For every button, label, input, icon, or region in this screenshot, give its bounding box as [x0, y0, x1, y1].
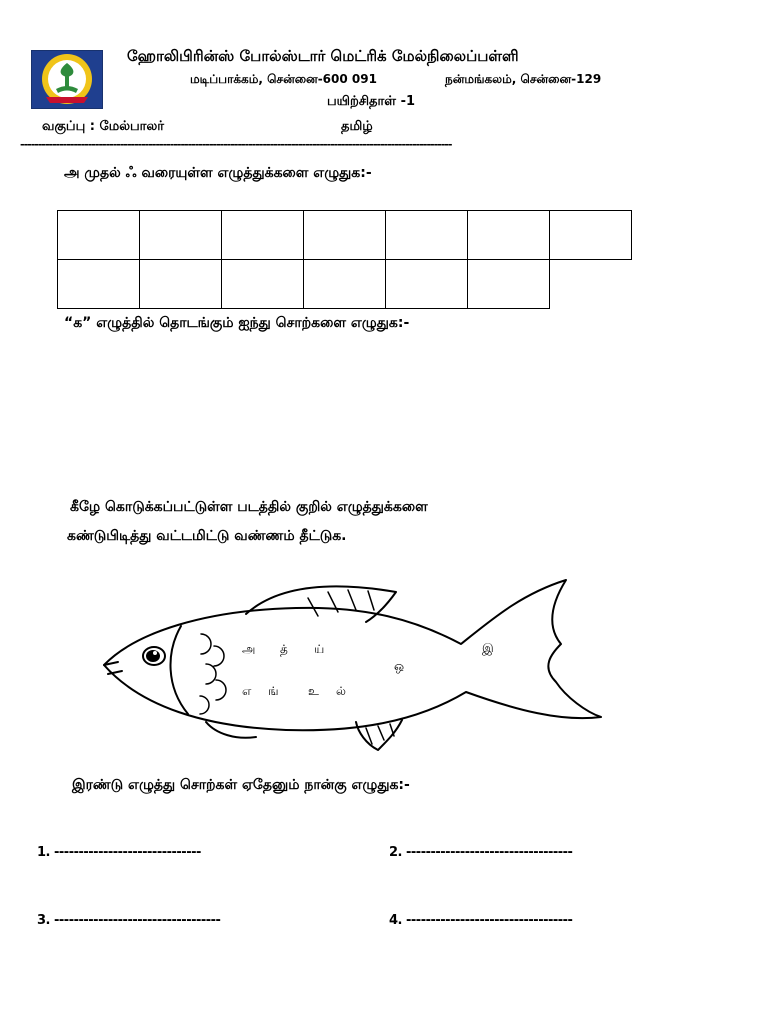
- grid-row: [58, 211, 632, 260]
- address-madipakkam: மடிப்பாக்கம், சென்னை-600 091: [190, 72, 377, 86]
- subject-label: தமிழ்: [341, 119, 373, 134]
- grid-row: [58, 260, 632, 309]
- question-1: அ முதல் ஃ வரையுள்ள எழுத்துக்களை எழுதுக:-: [64, 165, 372, 181]
- grid-cell[interactable]: [140, 260, 222, 309]
- worksheet-title: பயிற்சிதாள் -1: [327, 94, 416, 109]
- grid-cell[interactable]: [468, 260, 550, 309]
- school-name: ஹோலிபிரின்ஸ் போல்ஸ்டார் மெட்ரிக் மேல்நிலைப்பள்ளி: [127, 47, 519, 65]
- fish-pupil: [146, 650, 160, 662]
- answer-line-3[interactable]: 3. ----------------------------------: [37, 913, 221, 928]
- address-nanmangalam: நன்மங்கலம், சென்னை-129: [445, 72, 602, 86]
- fish-letter[interactable]: எ: [242, 684, 252, 698]
- answer-line-4[interactable]: 4. ----------------------------------: [389, 913, 573, 928]
- grid-cell[interactable]: [550, 211, 632, 260]
- fish-top-fin: [246, 586, 396, 622]
- grid-cell[interactable]: [386, 260, 468, 309]
- grid-cell[interactable]: [222, 211, 304, 260]
- fish-letter[interactable]: ய்: [314, 642, 325, 656]
- answer-line-1[interactable]: 1. ------------------------------: [37, 845, 201, 860]
- question-3-line-2: கண்டுபிடித்து வட்டமிட்டு வண்ணம் தீட்டுக.: [67, 528, 347, 544]
- fish-letter[interactable]: உ: [308, 684, 319, 698]
- fish-letter[interactable]: ஒ: [394, 659, 405, 673]
- answer-line-2[interactable]: 2. ----------------------------------: [389, 845, 573, 860]
- fish-illustration: [96, 572, 611, 752]
- fish-gill-line: [171, 626, 188, 714]
- class-label: வகுப்பு : மேல்பாலர்: [42, 119, 165, 134]
- school-logo: [31, 50, 103, 109]
- question-4: இரண்டு எழுத்து சொற்கள் ஏதேனும் நான்கு எழுதுக:-: [72, 777, 410, 793]
- fish-letter[interactable]: இ: [482, 641, 494, 655]
- fish-letter[interactable]: ல்: [336, 684, 346, 698]
- fish-letter[interactable]: ங்: [268, 684, 279, 698]
- grid-cell[interactable]: [222, 260, 304, 309]
- grid-cell[interactable]: [304, 211, 386, 260]
- separator-line: -------------------------------------------------------------------------------------------------------------------------: [20, 138, 452, 151]
- question-3-line-1: கீழே கொடுக்கப்பட்டுள்ள படத்தில் குறில் எழுத்துக்களை: [70, 499, 428, 515]
- grid-cell[interactable]: [58, 211, 140, 260]
- fish-letter[interactable]: அ: [242, 642, 256, 656]
- grid-empty-cell: [550, 260, 632, 309]
- grid-cell[interactable]: [140, 211, 222, 260]
- grid-cell[interactable]: [58, 260, 140, 309]
- grid-cell[interactable]: [386, 211, 468, 260]
- grid-cell[interactable]: [304, 260, 386, 309]
- question-2: “க” எழுத்தில் தொடங்கும் ஐந்து சொற்களை எழுதுக:-: [64, 315, 410, 331]
- fish-gill-scales: [200, 634, 226, 714]
- fish-letter[interactable]: த்: [280, 642, 288, 656]
- grid-cell[interactable]: [468, 211, 550, 260]
- letter-grid: [57, 210, 632, 309]
